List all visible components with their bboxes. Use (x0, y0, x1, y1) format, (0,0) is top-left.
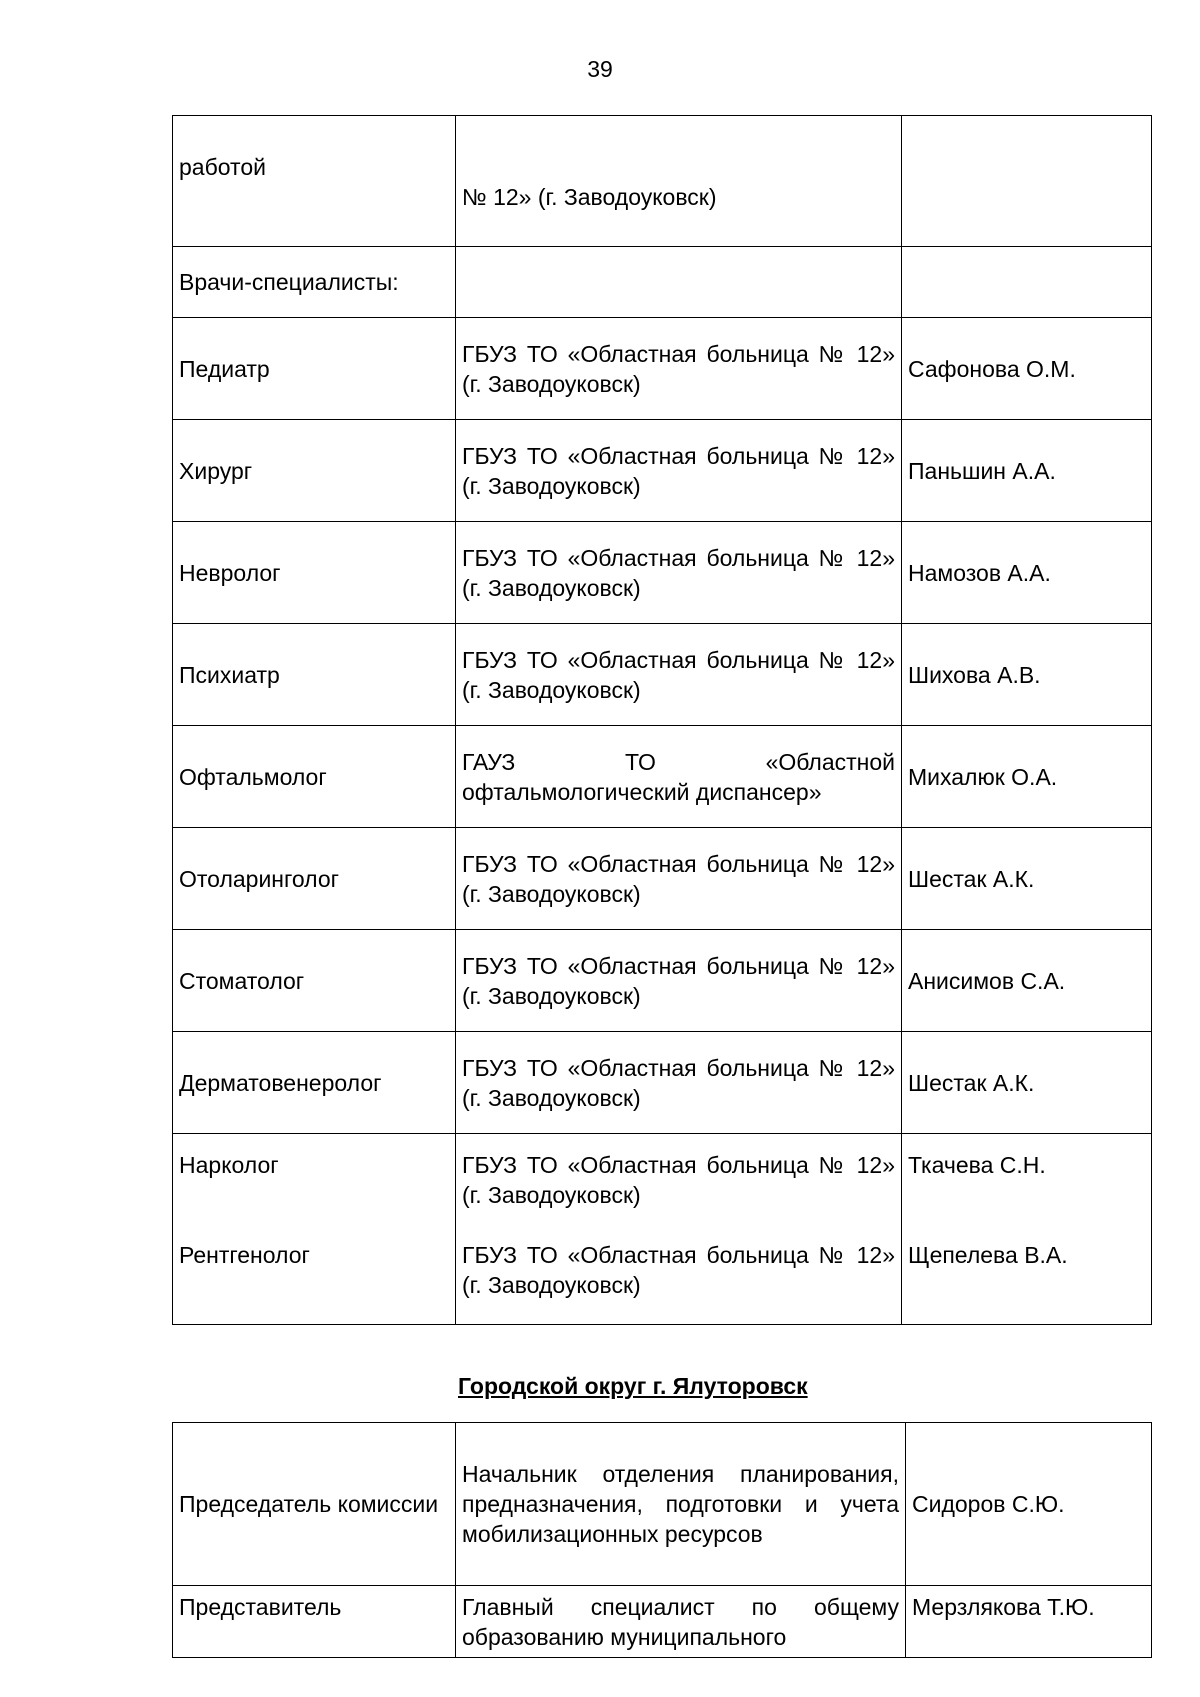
page-number: 39 (587, 56, 613, 82)
name-cell (902, 116, 1152, 247)
role-cell: Офтальмолог (173, 726, 456, 828)
commission-table (172, 1422, 1152, 1658)
section-title: Городской округ г. Ялуторовск (458, 1373, 808, 1399)
name-cell: Шестак А.К. (902, 828, 1152, 930)
org-cell: ГБУЗ ТО «Областная больница № 12» (г. Заводоуковск) ГБУЗ ТО «Областная больница № 12» (г. Заводоуковск) (456, 1134, 902, 1325)
table-row (173, 318, 1152, 420)
org-cell: ГАУЗ ТО «Областной офтальмологический диспансер» (456, 726, 902, 828)
name-cell (902, 247, 1152, 318)
role-cell: Психиатр (173, 624, 456, 726)
role-cell: Представитель (173, 1586, 456, 1658)
org-cell: ГБУЗ ТО «Областная больница № 12» (г. Заводоуковск) (456, 522, 902, 624)
name-cell: Ткачева С.Н. Щепелева В.А. (902, 1134, 1152, 1325)
name-cell: Мерзлякова Т.Ю. (906, 1586, 1152, 1658)
table-row (173, 930, 1152, 1032)
table-row (173, 1032, 1152, 1134)
table-row (173, 116, 1152, 247)
org-cell: ГБУЗ ТО «Областная больница № 12» (г. Заводоуковск) (456, 1032, 902, 1134)
role-cell: Невролог (173, 522, 456, 624)
org-cell: Главный специалист по общему образованию муниципального (456, 1586, 906, 1658)
org-cell: ГБУЗ ТО «Областная больница № 12» (г. Заводоуковск) (456, 624, 902, 726)
role-cell: Дерматовенеролог (173, 1032, 456, 1134)
role-cell: Хирург (173, 420, 456, 522)
org-cell (456, 247, 902, 318)
table-row (173, 828, 1152, 930)
org-cell: ГБУЗ ТО «Областная больница № 12» (г. Заводоуковск) (456, 828, 902, 930)
role-cell: Врачи-специалисты: (173, 247, 456, 318)
org-cell: № 12» (г. Заводоуковск) (456, 116, 902, 247)
table-row (173, 1586, 1152, 1658)
org-cell: Начальник отделения планирования, предназначения, подготовки и учета мобилизационных ресурсов (456, 1423, 906, 1586)
role-cell: Стоматолог (173, 930, 456, 1032)
table-row (173, 247, 1152, 318)
name-cell: Сафонова О.М. (902, 318, 1152, 420)
table-row (173, 624, 1152, 726)
name-cell: Анисимов С.А. (902, 930, 1152, 1032)
name-cell: Михалюк О.А. (902, 726, 1152, 828)
name-cell: Сидоров С.Ю. (906, 1423, 1152, 1586)
org-cell: ГБУЗ ТО «Областная больница № 12» (г. Заводоуковск) (456, 930, 902, 1032)
role-cell: Нарколог Рентгенолог (173, 1134, 456, 1325)
name-cell: Паньшин А.А. (902, 420, 1152, 522)
org-cell: ГБУЗ ТО «Областная больница № 12» (г. Заводоуковск) (456, 420, 902, 522)
name-cell: Шестак А.К. (902, 1032, 1152, 1134)
name-cell: Намозов А.А. (902, 522, 1152, 624)
role-cell: Отоларинголог (173, 828, 456, 930)
table-row (173, 522, 1152, 624)
table-row (173, 726, 1152, 828)
org-cell: ГБУЗ ТО «Областная больница № 12» (г. Заводоуковск) (456, 318, 902, 420)
specialists-table (172, 115, 1152, 1325)
role-cell: Педиатр (173, 318, 456, 420)
table-row (173, 420, 1152, 522)
table-row (173, 1134, 1152, 1325)
role-cell: работой (173, 116, 456, 247)
role-cell: Председатель комиссии (173, 1423, 456, 1586)
name-cell: Шихова А.В. (902, 624, 1152, 726)
table-row (173, 1423, 1152, 1586)
